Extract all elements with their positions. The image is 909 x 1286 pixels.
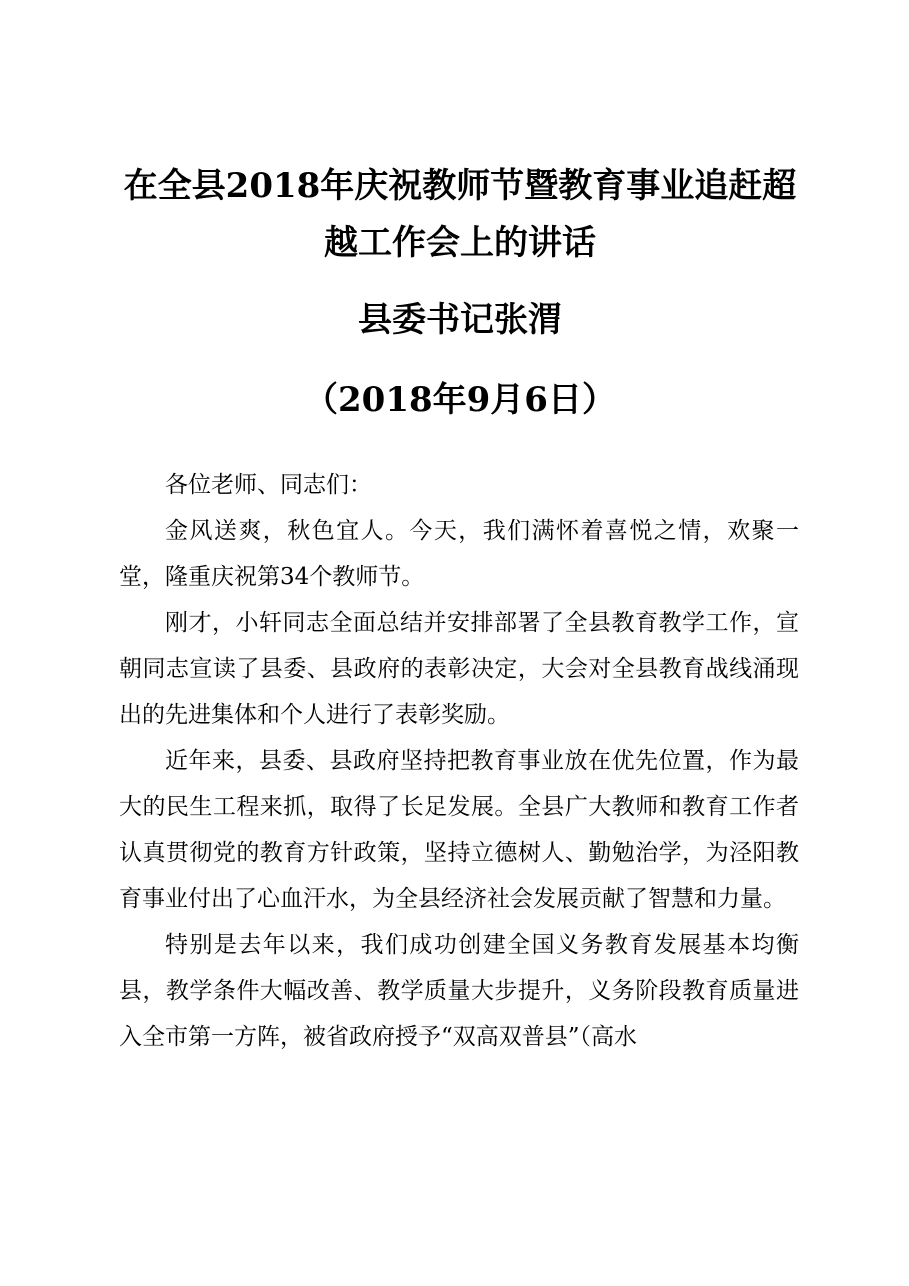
- paragraph-recent-years: 近年来，县委、县政府坚持把教育事业放在优先位置，作为最大的民生工程来抓，取得了长足发展。全县广大教师和教育工作者认真贯彻党的教育方针政策，坚持立德树人、勤勉治学，为泾阳教育事业付出了心血汗水，为全县经济社会发展贡献了智慧和力量。: [119, 748, 799, 912]
- speech-body: [119, 462, 799, 1060]
- speech-date: （2018年9月6日）: [304, 380, 616, 420]
- paragraph-salutation: 各位老师、同志们：: [165, 472, 372, 498]
- paragraph-achievements: 特别是去年以来，我们成功创建全国义务教育发展基本均衡县，教学条件大幅改善、教学质量大步提升，义务阶段教育质量进入全市第一方阵，被省政府授予“双高双普县”（高水: [119, 932, 799, 1050]
- paragraph-meeting-summary: 刚才，小轩同志全面总结并安排部署了全县教育教学工作，宣朝同志宣读了县委、县政府的表彰决定，大会对全县教育战线涌现出的先进集体和个人进行了表彰奖励。: [119, 610, 799, 728]
- speaker-line: 县委书记张渭: [358, 300, 562, 340]
- paragraph-opening: 金风送爽，秋色宜人。今天，我们满怀着喜悦之情，欢聚一堂，隆重庆祝第34个教师节。: [119, 518, 799, 590]
- speech-title: 在全县2018年庆祝教师节暨教育事业追赶超越工作会上的讲话: [123, 166, 797, 263]
